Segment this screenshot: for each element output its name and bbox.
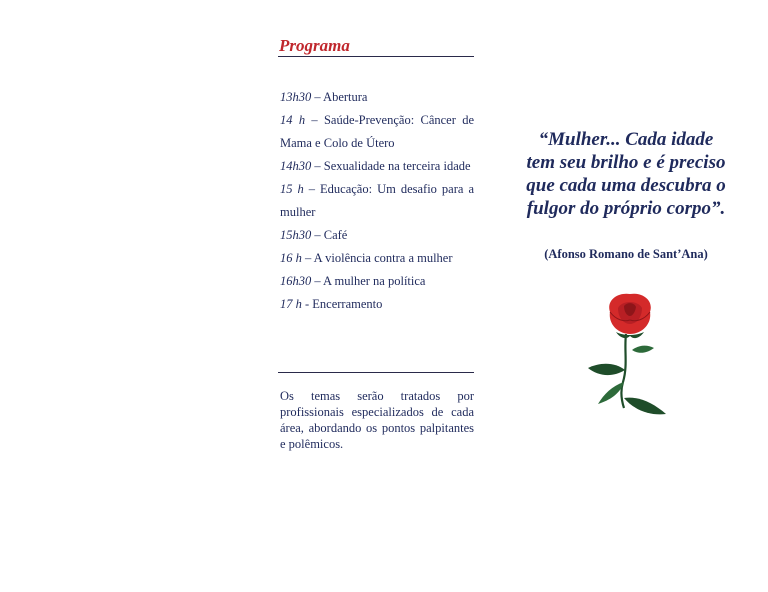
schedule-text: – A mulher na política xyxy=(311,274,426,288)
schedule-time: 17 h xyxy=(280,297,302,311)
schedule-text: – Saúde-Prevenção: Câncer de Mama e Colo de Útero xyxy=(280,113,474,150)
schedule-item xyxy=(280,155,474,178)
rose-icon xyxy=(580,290,680,420)
schedule-time: 16h30 xyxy=(280,274,312,288)
schedule-item xyxy=(280,270,474,293)
schedule-text: – A violência contra a mulher xyxy=(301,251,453,265)
schedule-item xyxy=(280,178,474,224)
schedule-item xyxy=(280,293,474,316)
schedule-time: 16 h xyxy=(280,251,302,265)
schedule-item xyxy=(280,109,474,155)
schedule-text: - Encerramento xyxy=(301,297,383,311)
schedule-text: – Abertura xyxy=(311,90,368,104)
schedule-item xyxy=(280,224,474,247)
schedule-time: 15 h xyxy=(280,182,304,196)
schedule-item xyxy=(280,86,474,109)
themes-note: Os temas serão tratados por profissionais especializados de cada área, abordando os pontos palpitantes e polêmicos. xyxy=(280,389,474,451)
schedule-text: – Educação: Um desafio para a mulher xyxy=(280,182,474,219)
quote-author: (Afonso Romano de Sant’Ana) xyxy=(544,247,708,261)
quote-text: “Mulher... Cada idade tem seu brilho e é preciso que cada uma descubra o fulgor do próprio corpo”. xyxy=(526,129,726,219)
schedule-text: – Café xyxy=(311,228,348,242)
schedule-text: – Sexualidade na terceira idade xyxy=(311,159,471,173)
schedule-time: 13h30 xyxy=(280,90,312,104)
section-divider xyxy=(278,372,474,373)
schedule-time: 14 h xyxy=(280,113,306,127)
title-divider xyxy=(278,56,474,57)
schedule-list xyxy=(280,86,474,316)
program-title: Programa xyxy=(279,36,350,55)
schedule-time: 14h30 xyxy=(280,159,312,173)
schedule-time: 15h30 xyxy=(280,228,312,242)
schedule-item xyxy=(280,247,474,270)
